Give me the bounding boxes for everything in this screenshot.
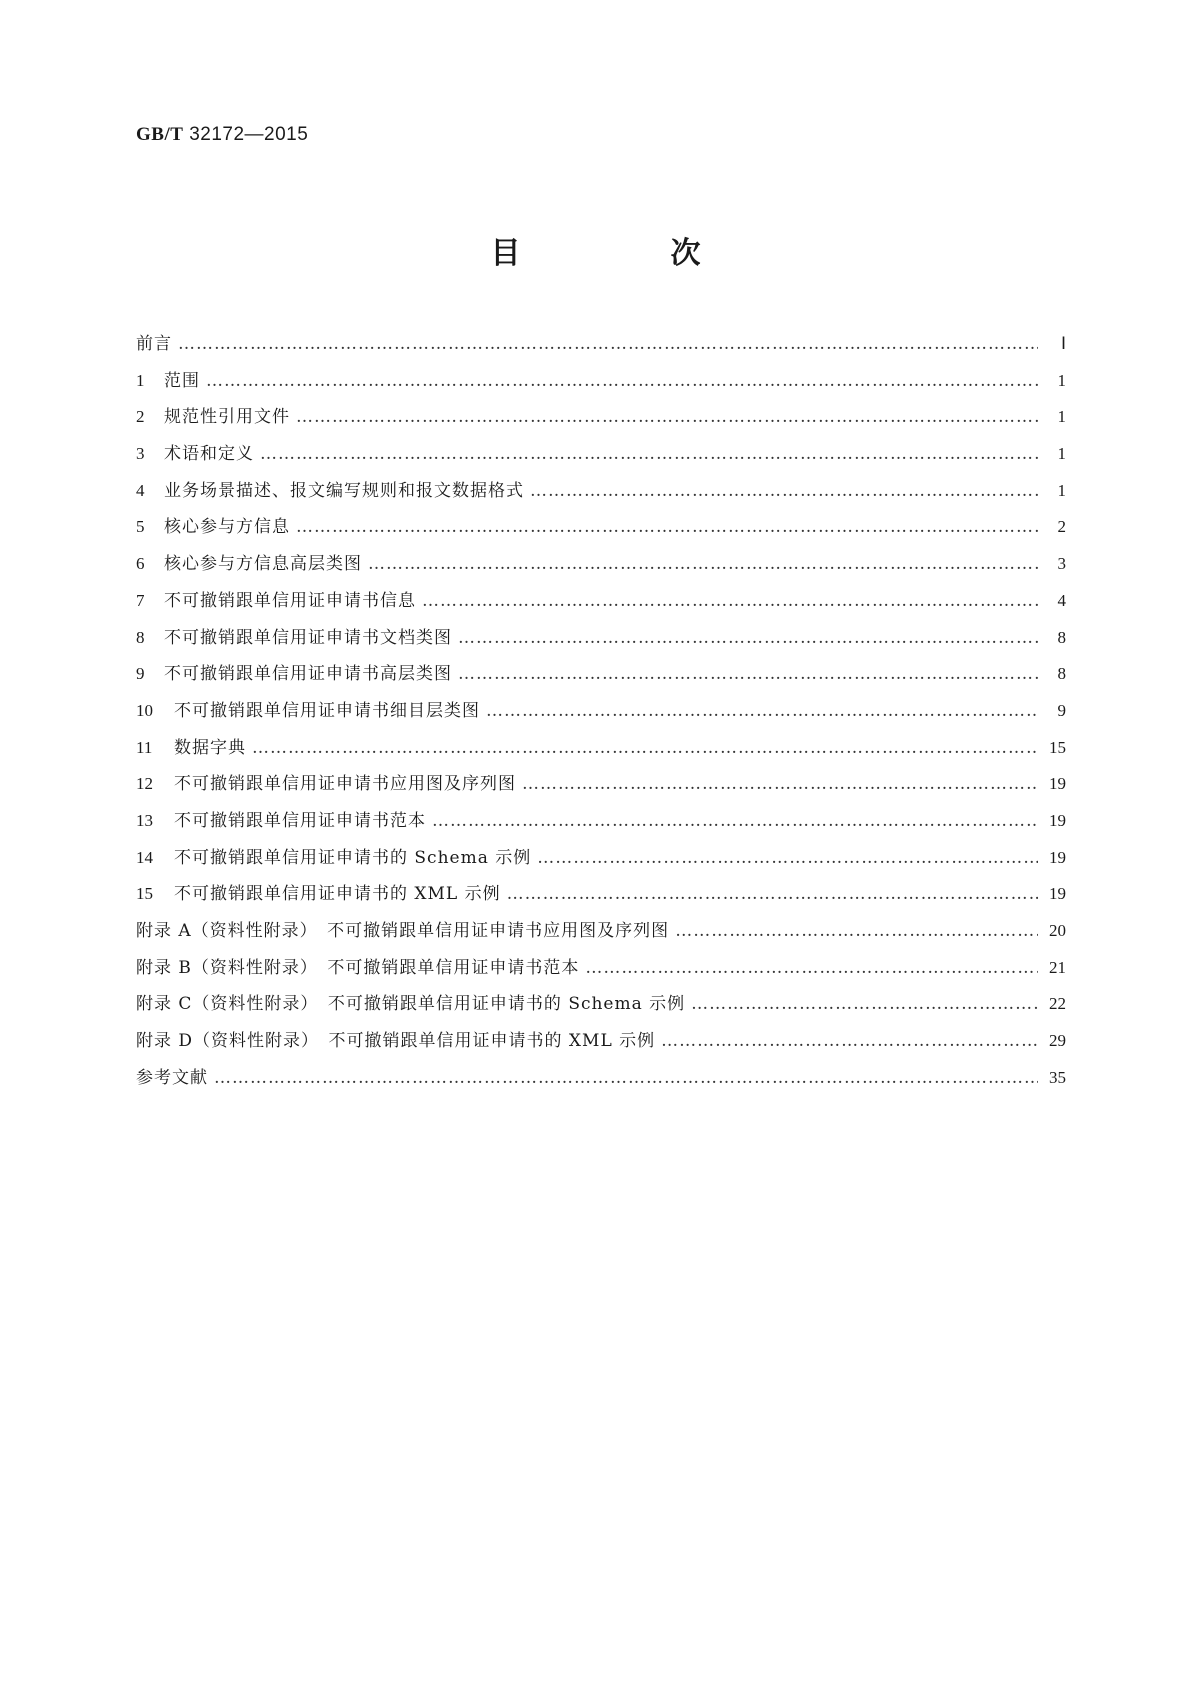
toc-entry[interactable] [136, 730, 1066, 767]
toc-entry-page: 19 [1049, 847, 1066, 867]
toc-leader-dots [585, 950, 1038, 987]
toc-entry[interactable] [136, 840, 1066, 877]
toc-entry[interactable] [136, 509, 1066, 546]
toc-leader-dots [458, 620, 1038, 657]
toc-entry[interactable] [136, 436, 1066, 473]
toc-entry-page: 21 [1049, 957, 1066, 977]
toc-entry-label: 附录 D（资料性附录） 不可撤销跟单信用证申请书的 XML 示例 [136, 1031, 656, 1052]
toc-leader-dots [260, 436, 1038, 473]
toc-entry-page: 1 [1057, 444, 1066, 464]
toc-leader-dots [522, 766, 1038, 803]
toc-entry[interactable] [136, 473, 1066, 510]
toc-entry[interactable] [136, 656, 1066, 693]
toc-entry-page: 9 [1057, 700, 1066, 720]
toc-leader-dots [214, 1060, 1038, 1097]
toc-entry[interactable] [136, 693, 1066, 730]
toc-entry-label: 术语和定义 [164, 444, 254, 465]
toc-entry-page: 1 [1057, 480, 1066, 500]
toc-entry-page: 19 [1049, 884, 1066, 904]
toc-leader-dots [422, 583, 1038, 620]
toc-entry-label: 核心参与方信息高层类图 [164, 554, 362, 575]
table-of-contents [136, 326, 1066, 1096]
toc-entry-page: 8 [1057, 664, 1066, 684]
toc-entry-label: 数据字典 [174, 737, 246, 758]
toc-entry-page: 1 [1057, 370, 1066, 390]
standard-prefix: GB/T [136, 124, 184, 145]
toc-entry-page: 19 [1049, 774, 1066, 794]
toc-leader-dots [252, 730, 1038, 767]
toc-entry-label: 不可撤销跟单信用证申请书细目层类图 [174, 700, 480, 721]
toc-entry-number: 13 [136, 810, 153, 830]
toc-entry[interactable] [136, 326, 1066, 363]
toc-entry[interactable] [136, 620, 1066, 657]
toc-entry-label: 不可撤销跟单信用证申请书范本 [174, 810, 426, 831]
toc-leader-dots [368, 546, 1038, 583]
toc-entry-page: 15 [1049, 737, 1066, 757]
toc-entry-page: 1 [1057, 407, 1066, 427]
toc-entry-label: 不可撤销跟单信用证申请书的 Schema 示例 [174, 847, 532, 868]
toc-leader-dots [530, 473, 1038, 510]
page-title: 目 次 [490, 236, 761, 271]
toc-entry-number: 3 [136, 444, 145, 464]
toc-leader-dots [486, 693, 1038, 730]
toc-leader-dots [537, 840, 1038, 877]
standard-code [136, 124, 308, 146]
toc-entry-number: 10 [136, 700, 153, 720]
toc-entry-label: 前言 [136, 334, 172, 354]
toc-entry-number: 6 [136, 554, 145, 574]
toc-leader-dots [675, 913, 1038, 950]
toc-entry-label: 范围 [164, 370, 200, 391]
toc-entry-label: 不可撤销跟单信用证申请书信息 [164, 590, 416, 611]
toc-entry-page: Ⅰ [1060, 334, 1066, 353]
toc-entry-page: 4 [1057, 590, 1066, 610]
toc-entry-number: 12 [136, 774, 153, 794]
toc-entry-page: 8 [1057, 627, 1066, 647]
toc-entry-number: 11 [136, 737, 153, 757]
standard-number: 32172—2015 [189, 124, 309, 145]
toc-leader-dots [432, 803, 1038, 840]
toc-entry[interactable] [136, 363, 1066, 400]
toc-leader-dots [296, 399, 1038, 436]
toc-entry[interactable] [136, 876, 1066, 913]
toc-entry[interactable] [136, 546, 1066, 583]
toc-entry-number: 4 [136, 480, 145, 500]
toc-leader-dots [178, 326, 1038, 363]
toc-entry[interactable] [136, 803, 1066, 840]
toc-entry-label: 规范性引用文件 [164, 407, 290, 428]
toc-entry-label: 不可撤销跟单信用证申请书应用图及序列图 [174, 774, 516, 795]
toc-entry[interactable] [136, 1023, 1066, 1060]
toc-entry-number: 5 [136, 517, 145, 537]
toc-entry[interactable] [136, 583, 1066, 620]
toc-leader-dots [296, 509, 1038, 546]
toc-entry-number: 7 [136, 590, 145, 610]
toc-entry-label: 业务场景描述、报文编写规则和报文数据格式 [164, 480, 524, 501]
toc-entry-number: 14 [136, 847, 153, 867]
toc-entry-page: 2 [1057, 517, 1066, 537]
toc-entry-label: 附录 C（资料性附录） 不可撤销跟单信用证申请书的 Schema 示例 [136, 994, 686, 1015]
toc-entry[interactable] [136, 766, 1066, 803]
toc-entry[interactable] [136, 950, 1066, 987]
toc-entry-number: 8 [136, 627, 145, 647]
toc-entry[interactable] [136, 1060, 1066, 1097]
toc-entry-label: 不可撤销跟单信用证申请书文档类图 [164, 627, 452, 648]
toc-entry-number: 9 [136, 664, 145, 684]
toc-entry-number: 1 [136, 370, 145, 390]
toc-entry[interactable] [136, 399, 1066, 436]
toc-entry-label: 核心参与方信息 [164, 517, 290, 538]
toc-entry-page: 20 [1049, 921, 1066, 940]
toc-entry-page: 19 [1049, 810, 1066, 830]
toc-entry[interactable] [136, 913, 1066, 950]
toc-entry[interactable] [136, 986, 1066, 1023]
toc-entry-number: 2 [136, 407, 145, 427]
toc-entry-page: 35 [1049, 1067, 1066, 1087]
toc-entry-label: 不可撤销跟单信用证申请书高层类图 [164, 664, 452, 685]
toc-leader-dots [458, 656, 1038, 693]
toc-entry-label: 不可撤销跟单信用证申请书的 XML 示例 [174, 884, 501, 905]
toc-entry-number: 15 [136, 884, 153, 904]
toc-entry-label: 附录 A（资料性附录） 不可撤销跟单信用证申请书应用图及序列图 [136, 921, 670, 941]
toc-leader-dots [691, 986, 1038, 1023]
toc-leader-dots [206, 363, 1038, 400]
toc-leader-dots [661, 1023, 1038, 1060]
toc-entry-label: 参考文献 [136, 1067, 208, 1088]
toc-entry-label: 附录 B（资料性附录） 不可撤销跟单信用证申请书范本 [136, 957, 580, 978]
toc-leader-dots [507, 876, 1038, 913]
toc-entry-page: 22 [1049, 994, 1066, 1014]
toc-entry-page: 3 [1057, 554, 1066, 574]
toc-entry-page: 29 [1049, 1031, 1066, 1051]
